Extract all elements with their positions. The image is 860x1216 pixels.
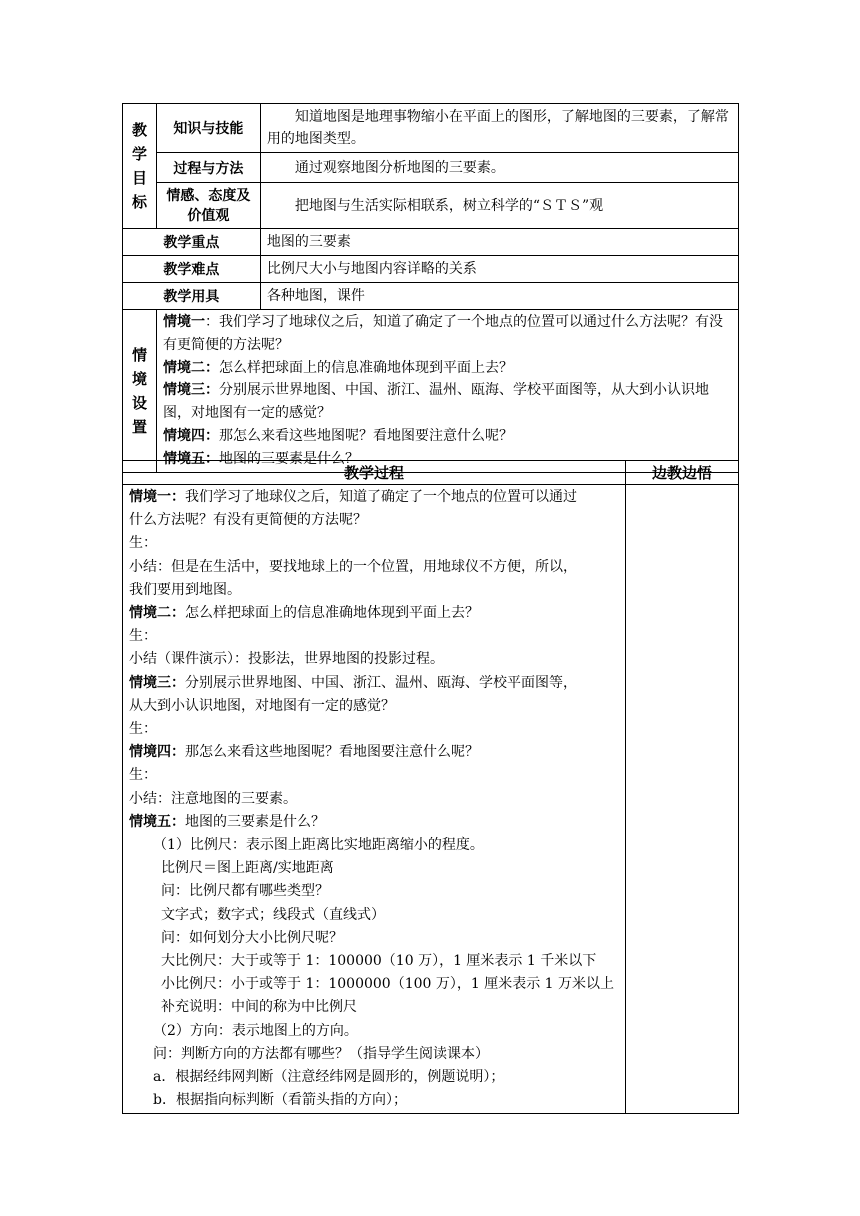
process-line: 情境五：地图的三要素是什么？	[129, 813, 325, 830]
process-line: 小结：但是在生活中，要找地球上的一个位置，用地球仪不方便，所以，	[129, 558, 577, 575]
objective-text-process: 通过观察地图分析地图的三要素。	[260, 153, 738, 183]
scenario-item-1: 情境一：我们学习了地球仪之后，知道了确定了一个地点的位置可以通过什么方法呢？有没有更简便的方法呢？	[162, 314, 723, 353]
lesson-plan-header-table	[122, 103, 739, 473]
process-line: 问：如何划分大小比例尺呢？	[161, 929, 343, 946]
scenario-group-label: 情 境 设 置	[123, 310, 157, 473]
process-line: 我们要用到地图。	[129, 581, 241, 598]
scenario-item-5: 情境五：地图的三要素是什么？	[162, 450, 359, 467]
side-notes-cell	[625, 485, 738, 1114]
process-line: 小比例尺：小于或等于 1：1000000（100 万），1 厘米表示 1 万米以上	[161, 976, 615, 993]
difficulty-text: 比例尺大小与地图内容详略的关系	[260, 256, 738, 283]
scenario-item-3: 情境三：分别展示世界地图、中国、浙江、温州、瓯海、学校平面图等，从大到小认识地图，对地图有一定的感觉？	[162, 382, 709, 422]
teaching-process-table	[122, 460, 739, 1114]
process-line: 生：	[129, 721, 157, 738]
side-notes-header: 边教边悟	[625, 461, 738, 485]
scenario-content	[156, 310, 738, 473]
process-line: b．根据指向标判断（看箭头指的方向）；	[153, 1092, 407, 1109]
objectives-group-label: 教 学 目 标	[123, 104, 157, 229]
process-line: 情境二：怎么样把球面上的信息准确地体现到平面上去？	[129, 605, 479, 622]
process-header: 教学过程	[123, 461, 626, 485]
process-line: 问：比例尺都有哪些类型？	[161, 883, 329, 900]
process-line: 情境三：分别展示世界地图、中国、浙江、温州、瓯海、学校平面图等，	[129, 674, 577, 691]
scenario-item-2: 情境二：怎么样把球面上的信息准确地体现到平面上去？	[162, 359, 513, 376]
process-line: 什么方法呢？有没有更简便的方法呢？	[129, 512, 367, 529]
objective-label-process: 过程与方法	[156, 153, 260, 183]
key-point-label: 教学重点	[123, 229, 261, 256]
process-line: 小结：注意地图的三要素。	[129, 790, 297, 807]
objective-text-emotion: 把地图与生活实际相联系，树立科学的“ＳＴＳ”观	[260, 183, 738, 229]
process-line: 问：判断方向的方法都有哪些？（指导学生阅读课本）	[153, 1045, 489, 1062]
key-point-text: 地图的三要素	[260, 229, 738, 256]
process-line: （1）比例尺：表示图上距离比实地距离缩小的程度。	[153, 837, 484, 854]
process-line: 补充说明：中间的称为中比例尺	[161, 999, 357, 1016]
process-line: a．根据经纬网判断（注意经纬网是圆形的，例题说明）；	[153, 1069, 505, 1086]
process-line: （2）方向：表示地图上的方向。	[153, 1022, 358, 1039]
process-line: 小结（课件演示）：投影法，世界地图的投影过程。	[129, 651, 444, 668]
process-line: 大比例尺：大于或等于 1：100000（10 万），1 厘米表示 1 千米以下	[161, 953, 597, 970]
scenario-item-4: 情境四：那怎么来看这些地图呢？看地图要注意什么呢？	[162, 427, 513, 444]
process-line: 生：	[129, 628, 157, 645]
objective-label-emotion: 情感、态度及价值观	[156, 183, 260, 229]
difficulty-label: 教学难点	[123, 256, 261, 283]
process-line: 文字式；数字式；线段式（直线式）	[161, 906, 385, 923]
objective-text-knowledge: 知道地图是地理事物缩小在平面上的图形，了解地图的三要素，了解常用的地图类型。	[260, 104, 738, 153]
process-line: 生：	[129, 535, 157, 552]
process-line: 生：	[129, 767, 157, 784]
process-line: 比例尺＝图上距离/实地距离	[161, 860, 334, 877]
process-content	[123, 485, 626, 1114]
tools-label: 教学用具	[123, 283, 261, 310]
process-line: 从大到小认识地图，对地图有一定的感觉？	[129, 697, 395, 714]
objective-label-knowledge: 知识与技能	[156, 104, 260, 153]
process-line: 情境四：那怎么来看这些地图呢？看地图要注意什么呢？	[129, 744, 479, 761]
process-line: 情境一：我们学习了地球仪之后，知道了确定了一个地点的位置可以通过	[129, 489, 577, 505]
tools-text: 各种地图，课件	[260, 283, 738, 310]
